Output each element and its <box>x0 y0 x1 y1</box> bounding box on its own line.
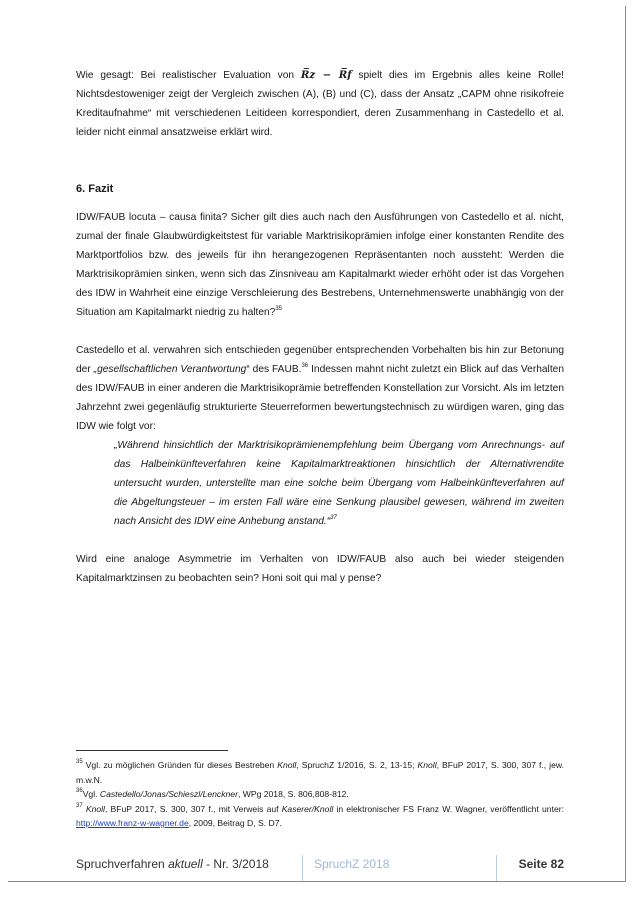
footnote-ref-37[interactable]: 37 <box>330 515 337 521</box>
footnote-separator <box>76 750 228 751</box>
formula-rz-minus-rf: R̅z − R̅f <box>300 69 352 81</box>
footnote-ref-36[interactable]: 36 <box>301 363 309 369</box>
footnote-35: $^{35}$ Vgl. zu möglichen Gründen für dieses Bestreben Knoll, SpruchZ 1/2016, S. 2, 13-15; Knoll, BFuP 2017, S. 300, 307 f., jew. m.w.N. <box>76 759 564 785</box>
footnotes <box>76 758 564 831</box>
page-number: Seite 82 <box>518 857 564 871</box>
footnote-36: $^{36}$Vgl. Castedello/Jonas/Schieszl/Lenckner, WPg 2018, S. 806,808-812. <box>76 788 349 799</box>
paragraph-castedello: Castedello et al. verwahren sich entschieden gegenüber entsprechenden Vorbehalten bis hin zur Betonung der „gesellschaftlichen Verantwortung“ des FAUB.$^{36}$ Indessen mahnt nicht zuletzt ein Blick auf das Verhalten des IDW/FAUB in einer anderen die Marktrisikoprämie betreffenden Konstellation zur Vorsicht. Als im letzten Jahrzehnt zwei gegenläufig strukturierte Steuerreformen bewertungstechnisch zu würdigen waren, ging das IDW wie folgt vor: <box>76 345 564 432</box>
paragraph-intro: Wie gesagt: Bei realistischer Evaluation von R̅z − R̅f spielt dies im Ergebnis alles keine Rolle! Nichtsdestoweniger zeigt der Vergleich zwischen (A), (B) und (C), dass der Ansatz „CAPM ohne risikofreie Kreditaufnahme“ mit verschiedenen Leitideen korrespondiert, deren Zusammenhang in Castedello et al. leider nicht einmal ansatzweise erklärt wird. <box>76 69 565 138</box>
footer-divider <box>302 855 303 881</box>
block-quote: „Während hinsichtlich der Marktrisikoprämienempfehlung beim Übergang vom Anrechnungs- auf das Halbeinkünfteverfahren keine Kapitalmarktreaktionen hinsichtlich der Alternativrendite untersucht wurden, unterstellte man eine solche beim Übergang vom Halbeinkünfteverfahren auf die Abgeltungsteuer – im ersten Fall wäre eine Senkung plausibel gewesen, während im zweiten nach Ansicht des IDW eine Anhebung anstand.“$^{37}$ <box>114 440 564 527</box>
page-footer <box>76 855 564 877</box>
footer-divider <box>496 855 497 881</box>
document-body <box>76 66 564 588</box>
paragraph-fazit: IDW/FAUB locuta – causa finita? Sicher gilt dies auch nach den Ausführungen von Castedello et al. nicht, zumal der finale Glaubwürdigkeitstest für variable Marktrisikoprämien infolge einer konstanten Rendite des Marktportfolios bzw. des jeweils für ihn herangezogenen Repräsentanten noch aussteht: Werden die Marktrisikoprämien sinken, wenn sich das Zinsniveau am Kapitalmarkt wieder erhöht oder ist das Vorgehen des IDW in Wahrheit eine einzige Verschleierung des Bestrebens, Unternehmenswerte unabhängig von der Situation am Kapitalmarkt niedrig zu halten?$^{35}$ <box>76 212 564 318</box>
footer-journal: SpruchZ 2018 <box>314 857 390 871</box>
section-heading: 6. Fazit <box>76 183 114 195</box>
paragraph-final: Wird eine analoge Asymmetrie im Verhalten von IDW/FAUB also auch bei wieder steigenden Kapitalmarktzinsen zu beobachten sein? Honi soit qui mal y pense? <box>76 554 564 584</box>
footnote-ref-35[interactable]: 35 <box>275 306 283 312</box>
footnote-37: $^{37}$ Knoll, BFuP 2017, S. 300, 307 f., mit Verweis auf Kaserer/Knoll in elektronischer FS Franz W. Wagner, veröffentlicht unter: http://www.franz-w-wagner.de, 2009, Beitrag D, S. D7. <box>76 802 564 828</box>
franz-w-wagner-link[interactable]: http://www.franz-w-wagner.de <box>76 818 189 828</box>
footer-publication: Spruchverfahren aktuell - Nr. 3/2018 <box>76 857 269 871</box>
